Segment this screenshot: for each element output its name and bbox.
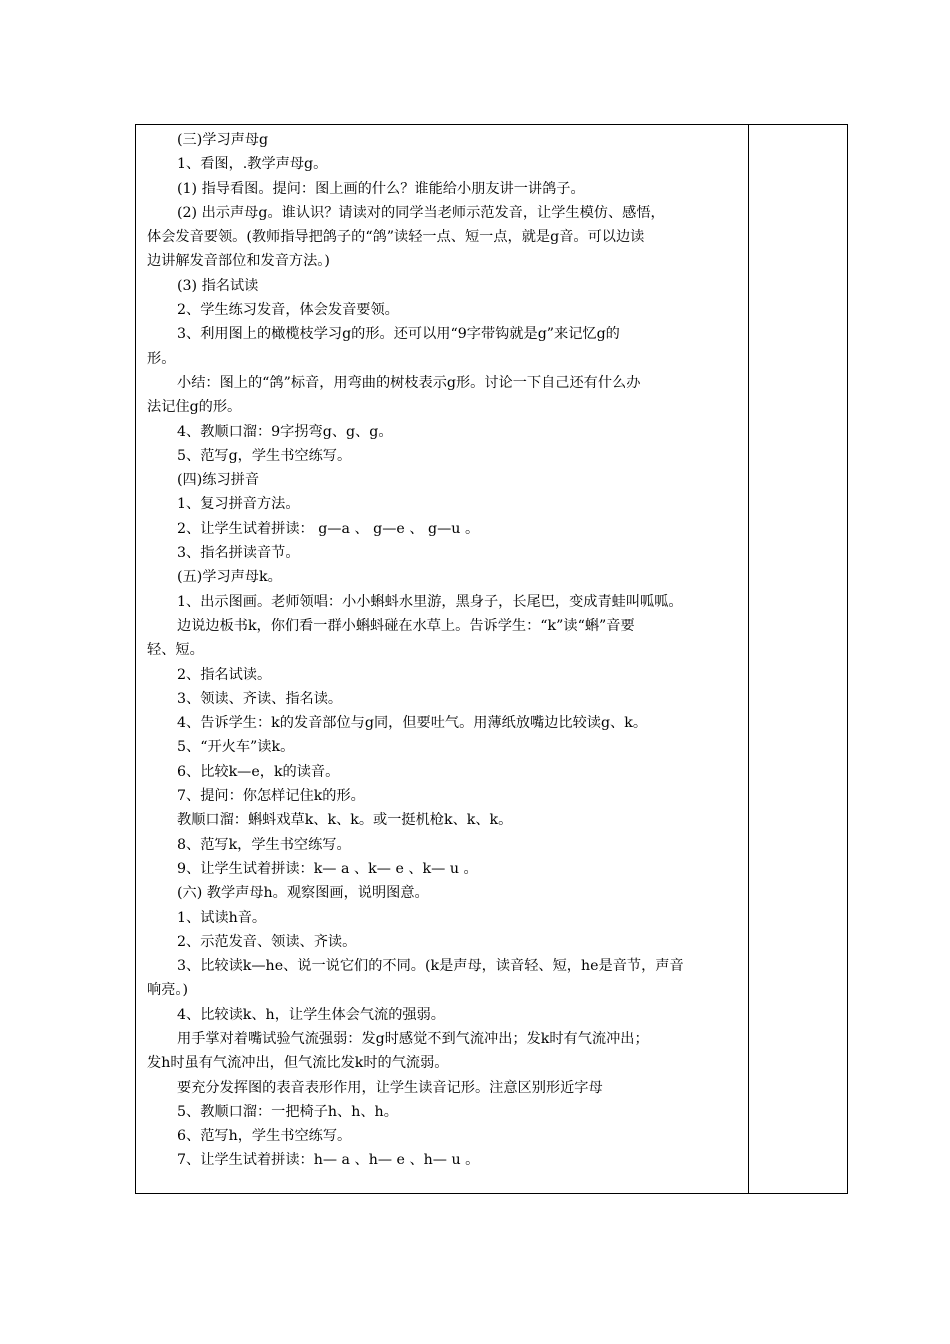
text-line: 2、学生练习发音，体会发音要领。 (177, 302, 399, 319)
text-line: 4、比较读k、h，让学生体会气流的强弱。 (177, 1006, 445, 1023)
text-line: (1) 指导看图。提问：图上画的什么？谁能给小朋友讲一讲鸽子。 (177, 180, 585, 197)
text-line: 发h时虽有气流冲出，但气流比发k时的气流弱。 (147, 1055, 449, 1072)
text-line: (四)练习拼音 (177, 472, 260, 489)
text-line: 6、比较k—e，k的读音。 (177, 763, 340, 780)
text-line: 7、让学生试着拼读：h— a 、h— e 、h— u 。 (177, 1152, 480, 1169)
text-line: (3) 指名试读 (177, 277, 259, 294)
text-line: 轻、短。 (147, 642, 204, 659)
text-line: (五)学习声母k。 (177, 569, 282, 586)
text-line: 4、告诉学生：k的发音部位与g同，但要吐气。用薄纸放嘴边比较读g、k。 (177, 715, 648, 732)
text-line: 2、示范发音、领读、齐读。 (177, 933, 357, 950)
text-line: 3、利用图上的橄榄枝学习g的形。还可以用“9字带钩就是g”来记忆g的 (177, 326, 620, 343)
text-line: (2) 出示声母g。谁认识？请读对的同学当老师示范发音，让学生模仿、感悟， (177, 204, 665, 221)
text-line: 1、复习拼音方法。 (177, 496, 300, 513)
text-line: 2、指名试读。 (177, 666, 272, 683)
text-line: 4、教顺口溜：9字拐弯g、g、g。 (177, 423, 393, 440)
text-line: 体会发音要领。(教师指导把鸽子的“鸽”读轻一点、短一点，就是g音。可以边读 (147, 229, 645, 246)
text-line: 7、提问：你怎样记住k的形。 (177, 788, 365, 805)
text-line: 要充分发挥图的表音表形作用，让学生读音记形。注意区别形近字母 (177, 1079, 603, 1096)
text-line: 2、让学生试着拼读： g—a 、 g—e 、 g—u 。 (177, 520, 480, 537)
text-line: 1、出示图画。老师领唱：小小蝌蚪水里游，黑身子，长尾巴，变成青蛙叫呱呱。 (177, 593, 683, 610)
text-line: 形。 (147, 350, 176, 367)
text-line: 8、范写k，学生书空练写。 (177, 836, 351, 853)
text-line: 6、范写h，学生书空练写。 (177, 1128, 352, 1145)
text-line: 9、让学生试着拼读：k— a 、k— e 、k— u 。 (177, 860, 478, 877)
text-line: 3、比较读k—he、说一说它们的不同。(k是声母，读音轻、短，he是音节，声音 (177, 958, 684, 975)
lesson-content-cell (147, 128, 743, 1173)
text-line: 法记住g的形。 (147, 399, 242, 416)
text-line: 响亮。) (147, 982, 188, 999)
text-line: 小结：图上的“鸽”标音，用弯曲的树枝表示g形。讨论一下自己还有什么办 (177, 374, 641, 391)
text-line: 5、“开火车”读k。 (177, 739, 295, 756)
text-line: (六) 教学声母h。观察图画，说明图意。 (177, 885, 429, 902)
lesson-table (135, 124, 848, 1194)
text-line: 3、指名拼读音节。 (177, 545, 300, 562)
text-line: 1、试读h音。 (177, 909, 267, 926)
text-line: 用手掌对着嘴试验气流强弱：发g时感觉不到气流冲出；发k时有气流冲出； (177, 1030, 649, 1047)
text-line: 边讲解发音部位和发音方法。) (147, 253, 330, 270)
text-line: 1、看图，.教学声母g。 (177, 156, 328, 173)
notes-cell (749, 125, 847, 1193)
text-line: 3、领读、齐读、指名读。 (177, 690, 343, 707)
text-line: 边说边板书k，你们看一群小蝌蚪碰在水草上。告诉学生：“k”读“蝌”音要 (177, 617, 635, 634)
text-line: 教顺口溜：蝌蚪戏草k、k、k。或一挺机枪k、k、k。 (177, 812, 513, 829)
text-line: 5、范写g，学生书空练写。 (177, 447, 352, 464)
text-line: (三)学习声母g (177, 132, 269, 148)
text-line: 5、教顺口溜：一把椅子h、h、h。 (177, 1103, 398, 1120)
